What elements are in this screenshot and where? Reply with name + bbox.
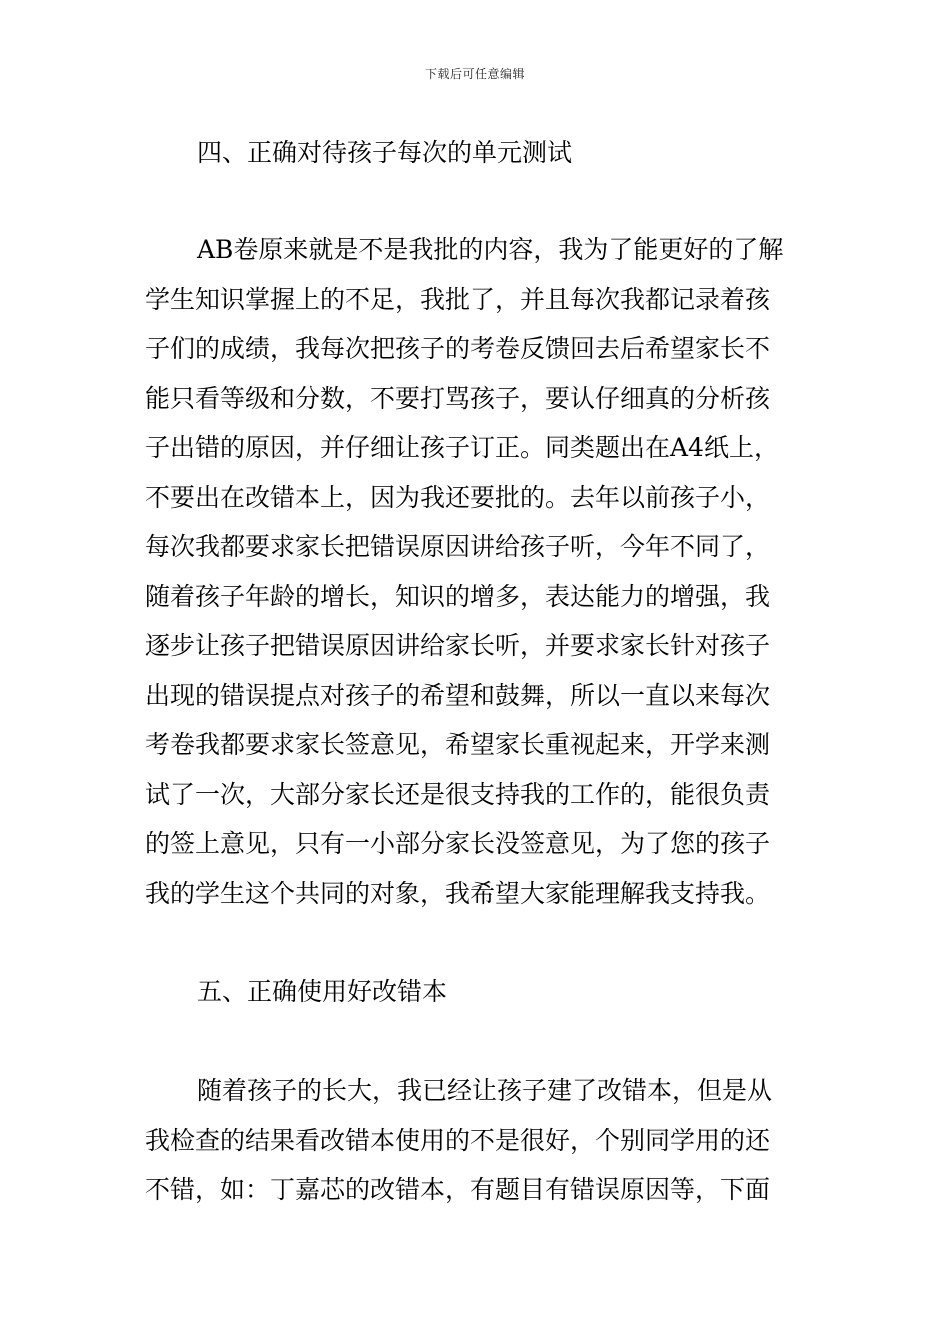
- document-body: [145, 128, 810, 1215]
- section-5-heading: 五、正确使用好改错本: [197, 977, 448, 1006]
- paragraph-line: 随着孩子的长大，我已经让孩子建了改错本，但是从: [197, 1076, 773, 1105]
- section-5-paragraph: [145, 1066, 810, 1215]
- paragraph-line: 能只看等级和分数，不要打骂孩子，要认仔细真的分析孩: [145, 383, 771, 413]
- paragraph-line: 考卷我都要求家长签意见，希望家长重视起来，开学来测: [145, 730, 771, 759]
- paragraph-line: 出现的错误提点对孩子的希望和鼓舞，所以一直以来每次: [145, 680, 771, 710]
- section-4-paragraph: [145, 225, 810, 918]
- paragraph-line: 试了一次，大部分家长还是很支持我的工作的，能很负责: [145, 779, 771, 809]
- paragraph-line: 不错，如：丁嘉芯的改错本，有题目有错误原因等，下面: [145, 1175, 771, 1204]
- paragraph-line: 子们的成绩，我每次把孩子的考卷反馈回去后希望家长不: [145, 334, 771, 363]
- page-header: 下载后可任意编辑: [424, 67, 525, 81]
- paragraph-line: 的签上意见，只有一小部分家长没签意见，为了您的孩子: [145, 829, 771, 858]
- paragraph-line: 每次我都要求家长把错误原因讲给孩子听，今年不同了，: [145, 532, 771, 561]
- paragraph-line: 学生知识掌握上的不足，我批了，并且每次我都记录着孩: [145, 284, 771, 314]
- paragraph-line: AB卷原来就是不是我批的内容，我为了能更好的了解: [197, 235, 784, 264]
- paragraph-line: 逐步让孩子把错误原因讲给家长听，并要求家长针对孩子: [145, 631, 771, 660]
- paragraph-line: 随着孩子年龄的增长，知识的增多，表达能力的增强，我: [145, 581, 771, 611]
- section-4-heading: 四、正确对待孩子每次的单元测试: [197, 138, 573, 167]
- paragraph-line: 不要出在改错本上，因为我还要批的。去年以前孩子小，: [145, 482, 771, 512]
- paragraph-line: 子出错的原因，并仔细让孩子订正。同类题出在A4纸上，: [145, 433, 779, 462]
- paragraph-line: 我的学生这个共同的对象，我希望大家能理解我支持我。: [145, 878, 771, 908]
- paragraph-line: 我检查的结果看改错本使用的不是很好，个别同学用的还: [145, 1125, 771, 1155]
